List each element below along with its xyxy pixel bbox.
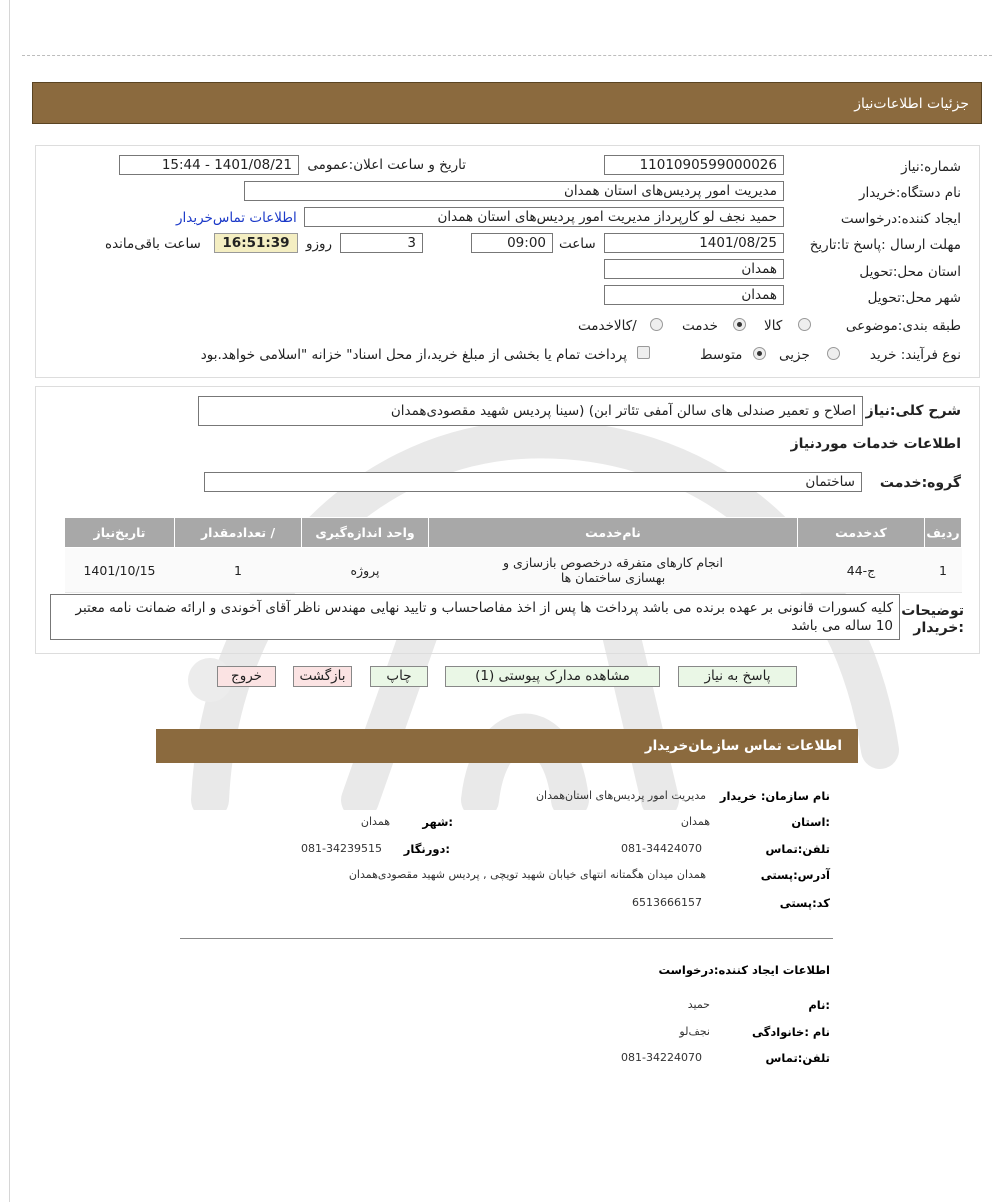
cell-quantity: 1 — [175, 548, 302, 593]
process-label: نوع فرآیند: خرید — [869, 347, 961, 363]
remaining-time-clock: 16:51:39 — [214, 233, 298, 253]
col-service-name: نام‌خدمت — [429, 518, 798, 548]
col-service-code: کدخدمت — [798, 518, 925, 548]
cell-service-code: ج-44 — [798, 548, 925, 593]
postal-label: کد:پستی — [779, 896, 830, 910]
buyer-notes-label: توضیحات :خریدار — [901, 603, 964, 636]
service-group-field: ساختمان — [204, 472, 862, 492]
col-unit: واحد اندازه‌گیری — [302, 518, 429, 548]
buyer-contact-title: اطلاعات تماس سازمان‌خریدار — [644, 738, 842, 754]
postal-value: 6513666157 — [632, 896, 702, 909]
phone-label: تلفن:تماس — [765, 842, 830, 856]
top-divider — [22, 55, 992, 56]
cell-service-name: انجام کارهای متفرقه درخصوص بازسازی و بهسازی ساختمان ها — [429, 548, 798, 593]
family-value: نجف‌لو — [679, 1025, 710, 1038]
province-label: استان محل:تحویل — [859, 264, 961, 280]
category-service-radio[interactable] — [733, 318, 746, 331]
org-value: مدیریت امور پردیس‌های استان‌همدان — [535, 789, 706, 802]
buyer-contact-header — [156, 729, 858, 763]
buyer-field: مدیریت امور پردیس‌های استان همدان — [244, 181, 784, 201]
process-minor-radio[interactable] — [827, 347, 840, 360]
category-both-radio[interactable] — [650, 318, 663, 331]
phone-value: 081-34424070 — [621, 842, 702, 855]
address-value: همدان میدان هگمتانه انتهای خیابان شهید تویچی , پردیس شهید مقصودی‌همدان — [348, 868, 706, 881]
days-field: 3 — [340, 233, 423, 253]
col-need-date: تاریخ‌نیاز — [65, 518, 175, 548]
family-label: نام :خانوادگی — [752, 1025, 830, 1039]
address-label: آدرس:پستی — [760, 868, 830, 882]
announce-label: تاریخ و ساعت اعلان:عمومی — [307, 157, 466, 173]
creator-phone-label: تلفن:تماس — [765, 1051, 830, 1065]
category-goods-label: کالا — [764, 318, 783, 334]
col-quantity: / تعدادمقدار — [175, 518, 302, 548]
creator-label: ایجاد کننده:درخواست — [840, 211, 961, 227]
exit-button[interactable]: خروج — [217, 666, 276, 687]
process-minor-label: جزیی — [779, 347, 810, 363]
print-button[interactable]: چاپ — [370, 666, 428, 687]
days-label: روزو — [306, 236, 333, 252]
province-contact-value: همدان — [680, 815, 710, 828]
cell-row: 1 — [925, 548, 962, 593]
buyer-notes-field: کلیه کسورات قانونی بر عهده برنده می باشد پرداخت ها پس از اخذ مفاصاحساب و تایید نهایی مهندس ناظر آقای آخوندی و ارائه ضمانت نامه معتبر 10 ساله می باشد — [50, 594, 900, 640]
details-header — [32, 82, 982, 124]
time-label: ساعت — [559, 236, 596, 252]
deadline-time-field: 09:00 — [471, 233, 553, 253]
process-medium-radio[interactable] — [753, 347, 766, 360]
attachments-button[interactable]: مشاهده مدارک پیوستی (1) — [445, 666, 660, 687]
creator-info-title: اطلاعات ایجاد کننده:درخواست — [658, 963, 830, 977]
category-service-label: خدمت — [682, 318, 718, 334]
category-both-label: /کالاخدمت — [578, 318, 637, 334]
back-button[interactable]: بازگشت — [293, 666, 352, 687]
deadline-label: مهلت ارسال :پاسخ تا:تاریخ — [809, 237, 961, 253]
summary-label: شرح کلی:نیاز — [865, 403, 961, 419]
contact-divider — [180, 938, 833, 939]
service-group-label: گروه:خدمت — [879, 475, 961, 491]
fax-value: 081-34239515 — [301, 842, 382, 855]
deadline-date-field: 1401/08/25 — [604, 233, 784, 253]
province-field: همدان — [604, 259, 784, 279]
city-label: شهر محل:تحویل — [867, 290, 961, 306]
left-border — [9, 0, 10, 1202]
name-value: حمید — [687, 998, 710, 1011]
city-contact-value: همدان — [360, 815, 390, 828]
category-label: طبقه بندی:موضوعی — [845, 318, 961, 334]
buyer-label: نام دستگاه:خریدار — [858, 185, 961, 201]
process-medium-label: متوسط — [700, 347, 743, 363]
need-number-label: شماره:نیاز — [901, 159, 961, 175]
table-row — [65, 548, 962, 593]
summary-field: اصلاح و تعمیر صندلی های سالن آمفی تئاتر ابن) (سینا پردیس شهید مقصودی‌همدان — [198, 396, 863, 426]
cell-unit: پروژه — [302, 548, 429, 593]
announce-date-field: 1401/08/21 - 15:44 — [119, 155, 299, 175]
col-row: ردیف — [925, 518, 962, 548]
creator-phone-value: 081-34224070 — [621, 1051, 702, 1064]
services-table — [64, 517, 962, 593]
creator-field: حمید نجف لو کارپرداز مدیریت امور پردیس‌های استان همدان — [304, 207, 784, 227]
city-field: همدان — [604, 285, 784, 305]
name-label: :نام — [808, 998, 830, 1012]
category-goods-radio[interactable] — [798, 318, 811, 331]
services-heading: اطلاعات خدمات موردنیاز — [790, 436, 961, 452]
treasury-payment-note: پرداخت تمام یا بخشی از مبلغ خرید،از محل اسناد" خزانه "اسلامی خواهد.بود — [200, 347, 627, 363]
province-contact-label: :استان — [791, 815, 830, 829]
org-label: نام سازمان: خریدار — [719, 789, 830, 803]
treasury-payment-checkbox[interactable] — [637, 346, 650, 359]
remaining-label: ساعت باقی‌مانده — [105, 236, 201, 252]
city-contact-label: :شهر — [422, 815, 453, 829]
reply-button[interactable]: پاسخ به نیاز — [678, 666, 797, 687]
buyer-contact-link[interactable]: اطلاعات تماس‌خریدار — [176, 210, 297, 226]
fax-label: :دورنگار — [403, 842, 450, 856]
need-number-field: 1101090599000026 — [604, 155, 784, 175]
cell-need-date: 1401/10/15 — [65, 548, 175, 593]
header-title: جزئیات اطلاعات‌نیاز — [854, 96, 969, 112]
need-info-panel — [35, 145, 980, 378]
